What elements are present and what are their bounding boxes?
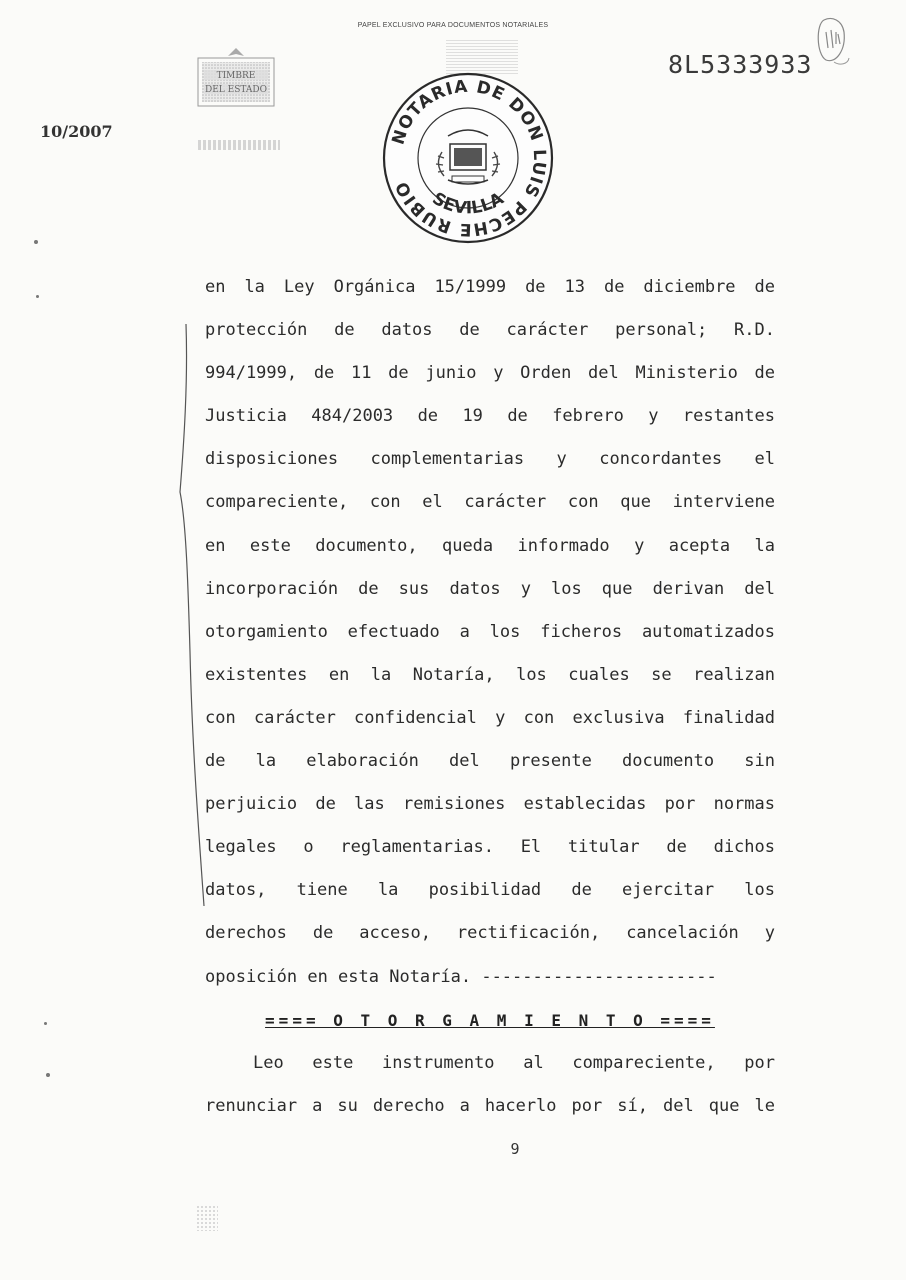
closing-line: renunciar a su derecho a hacerlo por sí, del que le (205, 1095, 775, 1116)
tax-stamp-line-1: TIMBRE (216, 71, 256, 81)
scan-speck (44, 1022, 47, 1025)
serial-number: 8L5333933 (668, 50, 813, 79)
body-line: disposiciones complementarias y concordantes el (205, 449, 775, 470)
tax-stamp-code (198, 140, 280, 150)
handwritten-mark (814, 14, 850, 66)
body-line: otorgamiento efectuado a los ficheros automatizados (205, 621, 775, 642)
seal-background-pattern (446, 40, 518, 74)
body-line: de la elaboración del presente documento sin (205, 751, 775, 772)
body-paragraph (205, 266, 775, 999)
seal-bottom-text: SEVILLA (428, 188, 508, 219)
body-line: compareciente, con el carácter con que interviene (205, 492, 775, 513)
scan-smudge (196, 1205, 218, 1231)
seal-outer-text: NOTARIA DE DON LUIS PECHE RUBIO (388, 76, 550, 240)
scan-speck (34, 240, 38, 244)
tax-stamp (190, 46, 282, 110)
body-line: legales o reglamentarias. El titular de dichos (205, 837, 775, 858)
body-line: Justicia 484/2003 de 19 de febrero y restantes (205, 406, 775, 427)
page-number: 9 (510, 1140, 520, 1158)
scan-speck (36, 295, 39, 298)
document-body (205, 266, 775, 1128)
notary-seal (382, 72, 554, 244)
body-line: 994/1999, de 11 de junio y Orden del Ministerio de (205, 363, 775, 384)
body-line: datos, tiene la posibilidad de ejercitar los (205, 880, 775, 901)
body-line: con carácter confidencial y con exclusiva finalidad (205, 707, 775, 728)
body-line: derechos de acceso, rectificación, cancelación y (205, 923, 775, 944)
closing-line: Leo este instrumento al compareciente, por (253, 1052, 775, 1073)
body-line: oposición en esta Notaría. ----------------------- (205, 966, 717, 987)
body-line: existentes en la Notaría, los cuales se realizan (205, 664, 775, 685)
body-line: perjuicio de las remisiones establecidas por normas (205, 794, 775, 815)
section-heading-otorgamiento: ==== O T O R G A M I E N T O ==== (265, 1010, 715, 1030)
body-line: en la Ley Orgánica 15/1999 de 13 de diciembre de (205, 277, 775, 297)
body-line: incorporación de sus datos y los que derivan del (205, 578, 775, 599)
scan-speck (46, 1073, 50, 1077)
body-line: protección de datos de carácter personal; R.D. (205, 320, 775, 341)
body-line: en este documento, queda informado y acepta la (205, 535, 775, 556)
paper-notice: PAPEL EXCLUSIVO PARA DOCUMENTOS NOTARIALES (357, 22, 549, 29)
tax-stamp-line-2: DEL ESTADO (205, 85, 267, 95)
protocol-number: 10/2007 (40, 122, 113, 141)
closing-paragraph (205, 1042, 775, 1128)
